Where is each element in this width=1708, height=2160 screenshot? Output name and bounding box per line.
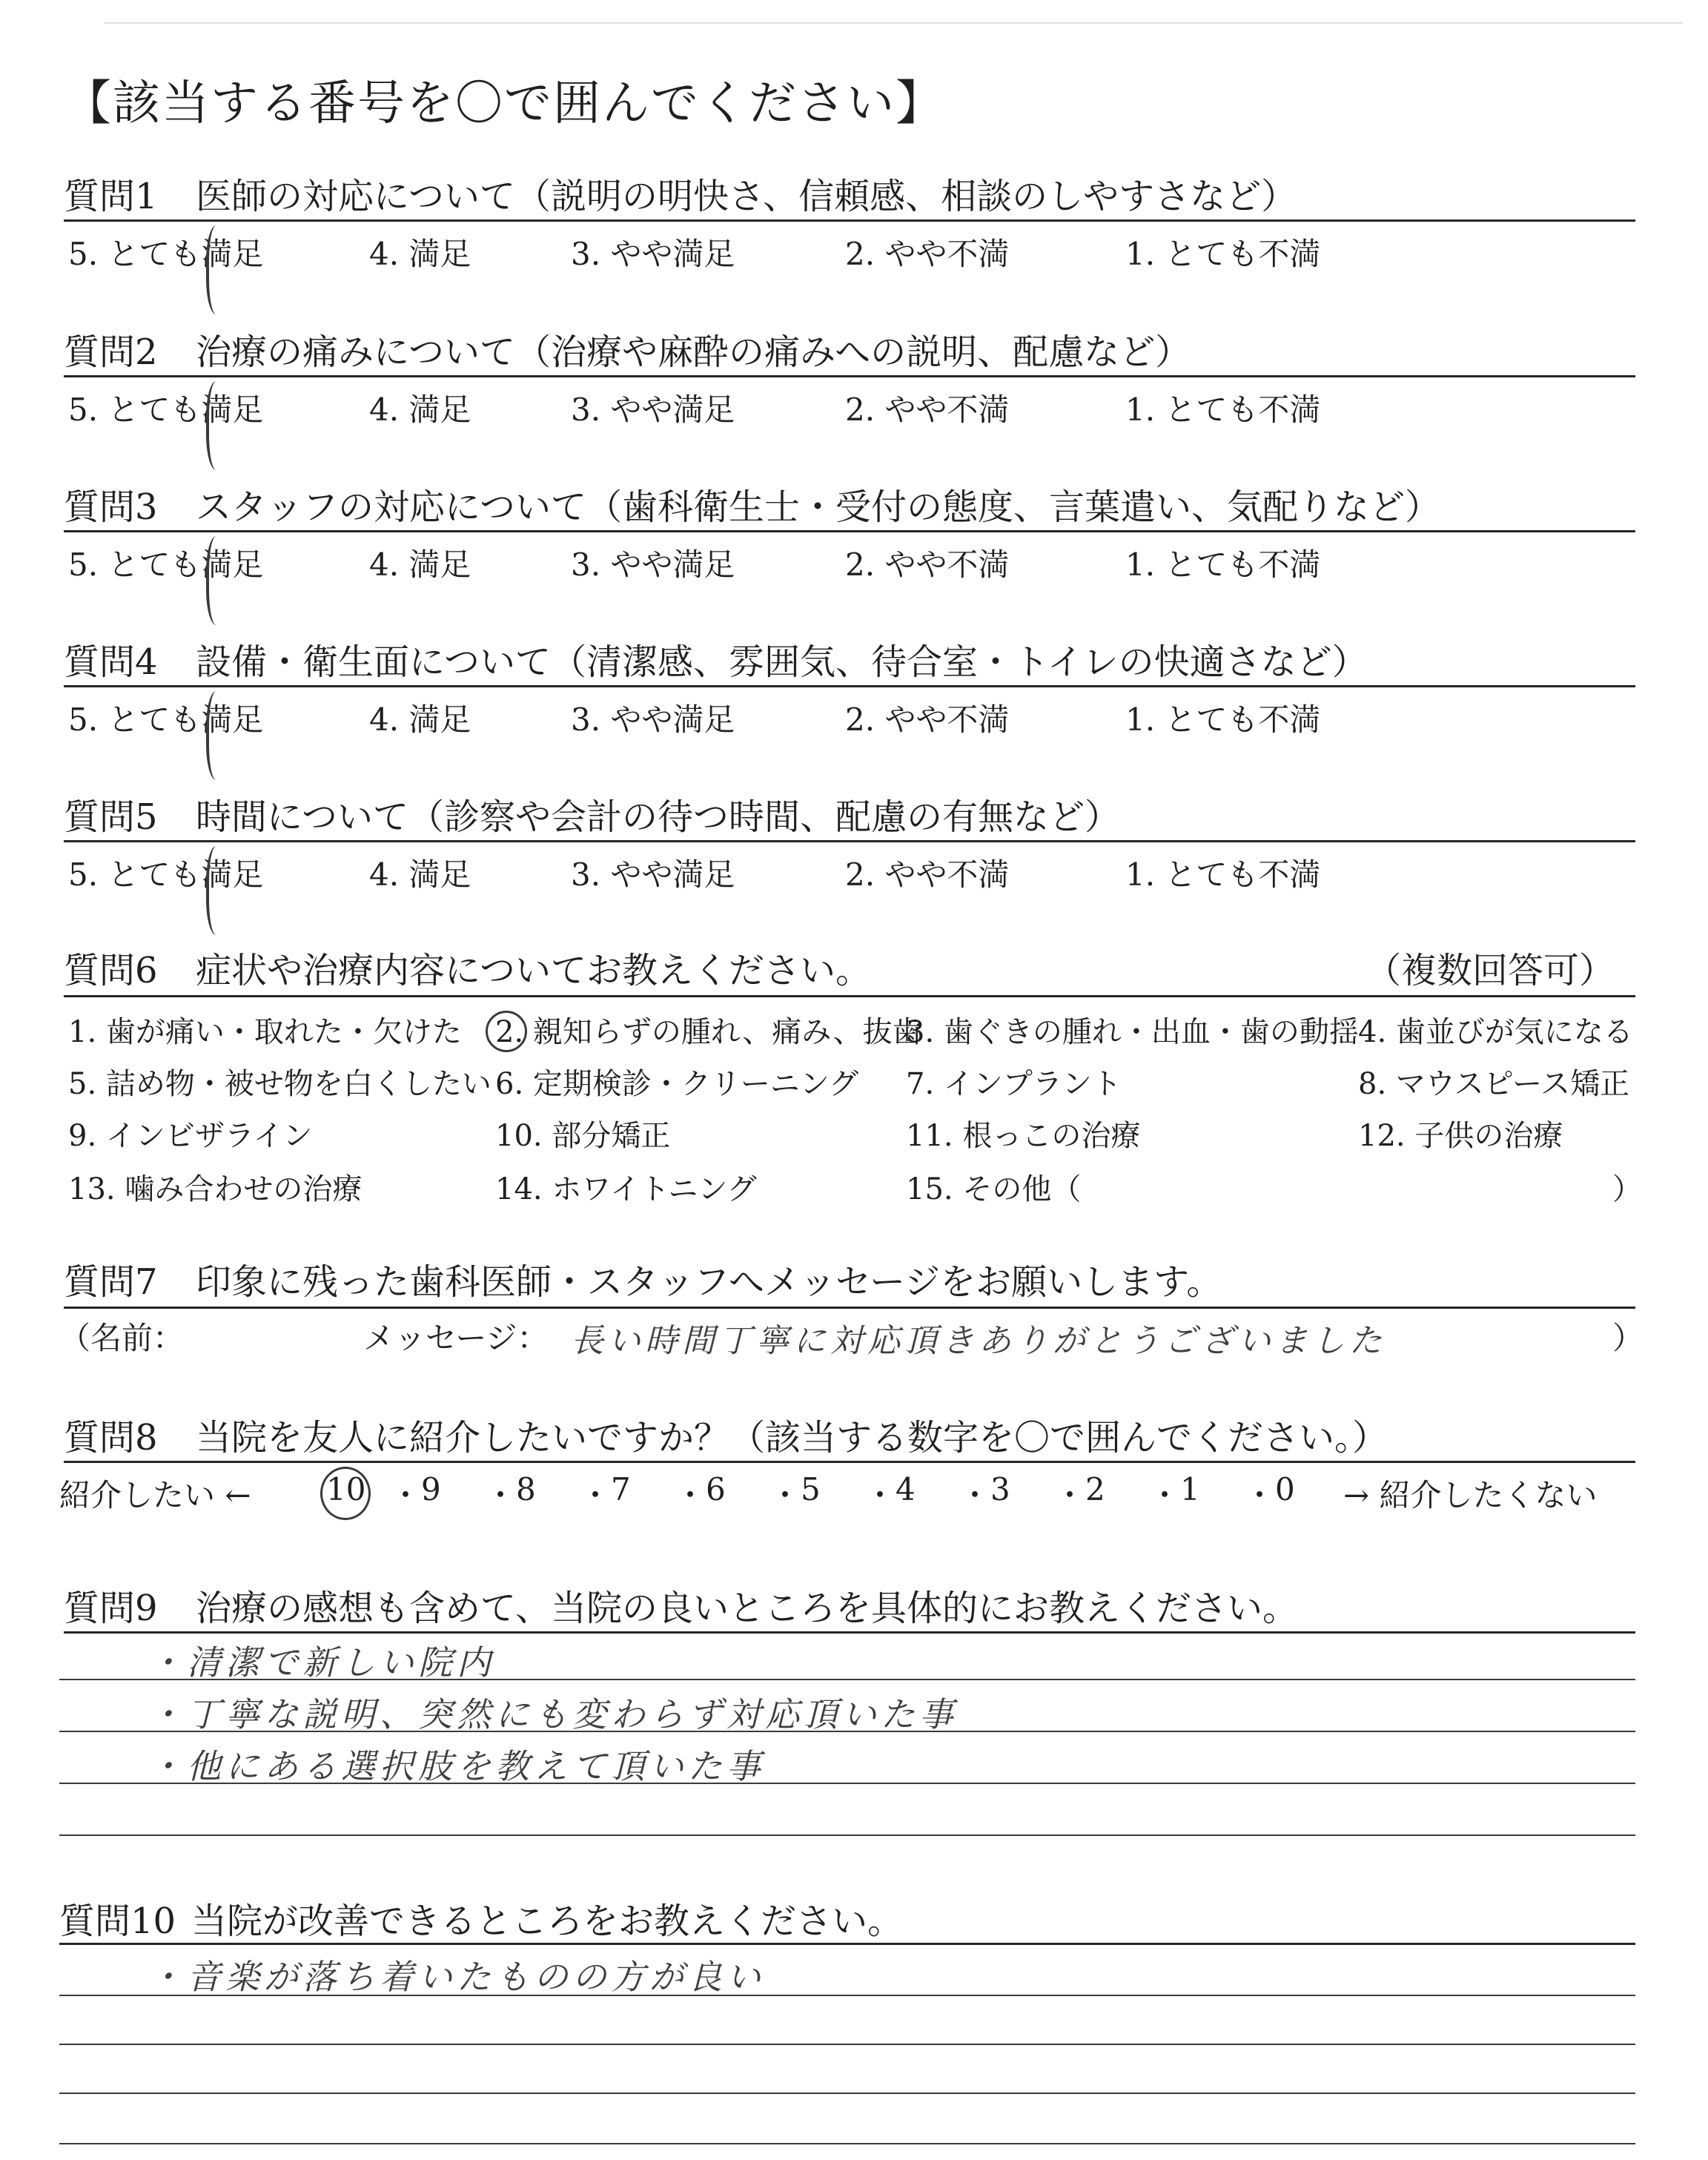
- q6-option[interactable]: 15. その他（: [906, 1172, 1082, 1206]
- q4-number: 質問4: [64, 641, 158, 683]
- q7-number: 質問7: [64, 1261, 158, 1303]
- q8-scale-dot: ・: [1054, 1477, 1086, 1513]
- q8-scale-dot: ・: [769, 1477, 801, 1513]
- q2-rule: [64, 375, 1635, 377]
- q6-option[interactable]: 1. 歯が痛い・取れた・欠けた: [68, 1015, 462, 1049]
- q6-option[interactable]: 8. マウスピース矯正: [1358, 1067, 1630, 1101]
- q7-message-text: 長い時間丁寧に対応頂きありがとうございました: [571, 1322, 1386, 1360]
- q8-number: 質問8: [64, 1417, 158, 1459]
- q8-scale-dot: ・: [675, 1477, 706, 1513]
- q3-option[interactable]: 4. 満足: [369, 546, 471, 583]
- q6-option[interactable]: 9. インビザライン: [68, 1119, 313, 1153]
- q2-pen-mark: [206, 381, 231, 470]
- q6-option[interactable]: 2. 親知らずの腫れ、痛み、抜歯: [495, 1015, 922, 1049]
- q5-heading: [64, 788, 1120, 839]
- q7-heading: [64, 1253, 1222, 1304]
- q8-scale-value[interactable]: 7: [611, 1471, 631, 1507]
- q8-scale-dot: ・: [864, 1477, 896, 1513]
- q2-number: 質問2: [64, 331, 158, 373]
- q4-rule: [64, 685, 1635, 687]
- q8-scale-value[interactable]: 6: [706, 1471, 726, 1507]
- q8-scale-dot: ・: [1244, 1477, 1276, 1513]
- q8-scale-value[interactable]: 1: [1180, 1471, 1200, 1507]
- q5-option[interactable]: 5. とても満足: [68, 856, 264, 893]
- q8-scale-dot: ・: [390, 1477, 422, 1513]
- q9-answer: ・清潔で新しい院内: [148, 1642, 495, 1682]
- q7-message-label: メッセージ：: [363, 1320, 549, 1356]
- q2-text: 治療の痛みについて（治療や麻酔の痛みへの説明、配慮など）: [196, 331, 1191, 373]
- q9-write-line: [59, 1834, 1635, 1836]
- q10-write-line: [59, 2093, 1635, 2094]
- q6-option[interactable]: 13. 噛み合わせの治療: [68, 1172, 363, 1206]
- q1-pen-mark: [206, 225, 231, 314]
- q6-text: 症状や治療内容についてお教えください。: [196, 950, 872, 991]
- q9-answer: ・他にある選択肢を教えて頂いた事: [148, 1746, 765, 1786]
- q6-heading: [64, 942, 871, 993]
- q7-text: 印象に残った歯科医師・スタッフへメッセージをお願いします。: [196, 1261, 1222, 1303]
- q8-scale-value[interactable]: 3: [990, 1471, 1010, 1507]
- q8-scale-dot: ・: [580, 1477, 612, 1513]
- q6-close-paren: ）: [1612, 1172, 1642, 1206]
- q3-pen-mark: [206, 536, 231, 625]
- q1-text: 医師の対応について（説明の明快さ、信頼感、相談のしやすさなど）: [196, 176, 1297, 217]
- q3-option[interactable]: 2. やや不満: [845, 546, 1010, 583]
- q5-option[interactable]: 1. とても不満: [1125, 856, 1321, 893]
- q4-pen-mark: [206, 691, 231, 780]
- q6-option[interactable]: 6. 定期検診・クリーニング: [495, 1067, 859, 1101]
- q10-number: 質問10: [59, 1900, 176, 1942]
- q10-write-line: [59, 2143, 1635, 2144]
- q5-pen-mark: [206, 846, 231, 935]
- q4-option[interactable]: 5. とても満足: [68, 701, 264, 738]
- q8-scale-value[interactable]: 0: [1275, 1471, 1295, 1507]
- q3-option[interactable]: 3. やや満足: [571, 546, 735, 583]
- q6-option[interactable]: 10. 部分矯正: [495, 1119, 671, 1153]
- q4-text: 設備・衛生面について（清潔感、雰囲気、待合室・トイレの快適さなど）: [196, 641, 1368, 683]
- q8-heading: [64, 1409, 1388, 1460]
- q2-option[interactable]: 3. やや満足: [571, 392, 735, 428]
- q1-option[interactable]: 5. とても満足: [68, 236, 264, 272]
- page-title: 【該当する番号を〇で囲んでください】: [64, 76, 944, 131]
- q2-option[interactable]: 4. 満足: [369, 392, 471, 428]
- q5-option[interactable]: 2. やや不満: [845, 856, 1010, 893]
- q5-option[interactable]: 4. 満足: [369, 856, 471, 893]
- q7-close-paren: ）: [1612, 1320, 1644, 1356]
- q1-option[interactable]: 2. やや不満: [845, 236, 1010, 272]
- q9-heading: [64, 1579, 1298, 1631]
- q10-write-line: [59, 2044, 1635, 2045]
- q3-option[interactable]: 1. とても不満: [1125, 546, 1321, 583]
- q6-option[interactable]: 12. 子供の治療: [1358, 1119, 1563, 1153]
- q6-option[interactable]: 7. インプラント: [906, 1067, 1122, 1101]
- q1-heading: [64, 168, 1297, 219]
- q8-circle-mark: [320, 1467, 371, 1520]
- q7-rule: [64, 1307, 1635, 1309]
- q3-option[interactable]: 5. とても満足: [68, 546, 264, 583]
- q1-option[interactable]: 3. やや満足: [571, 236, 735, 272]
- q6-option[interactable]: 4. 歯並びが気になる: [1358, 1015, 1633, 1049]
- q8-scale-value[interactable]: 8: [516, 1471, 536, 1507]
- q2-option[interactable]: 2. やや不満: [845, 392, 1010, 428]
- q7-name-label: （名前：: [59, 1320, 185, 1356]
- q4-heading: [64, 633, 1368, 684]
- q8-scale-dot: ・: [959, 1477, 991, 1513]
- q8-scale-value[interactable]: 2: [1085, 1471, 1105, 1507]
- q5-option[interactable]: 3. やや満足: [571, 856, 735, 893]
- q3-rule: [64, 530, 1635, 532]
- q5-text: 時間について（診察や会計の待つ時間、配慮の有無など）: [196, 796, 1121, 838]
- q8-scale-value[interactable]: 4: [896, 1471, 916, 1507]
- q6-number: 質問6: [64, 950, 158, 991]
- q6-option[interactable]: 14. ホワイトニング: [495, 1172, 757, 1206]
- q8-rule: [64, 1461, 1635, 1463]
- scan-edge: [104, 22, 1683, 24]
- q8-left-label: 紹介したい ←: [59, 1477, 251, 1513]
- q6-option[interactable]: 5. 詰め物・被せ物を白くしたい: [68, 1067, 491, 1101]
- q10-answer: ・音楽が落ち着いたものの方が良い: [148, 1957, 765, 1997]
- q1-rule: [64, 219, 1635, 222]
- q9-text: 治療の感想も含めて、当院の良いところを具体的にお教えください。: [196, 1588, 1299, 1629]
- q2-heading: [64, 323, 1191, 374]
- q6-option[interactable]: 11. 根っこの治療: [906, 1119, 1141, 1153]
- q3-heading: [64, 478, 1440, 529]
- q8-scale-value[interactable]: 10: [326, 1471, 366, 1507]
- q1-option[interactable]: 1. とても不満: [1125, 236, 1321, 272]
- q6-circle-mark: [486, 1011, 527, 1052]
- q4-option[interactable]: 2. やや不満: [845, 701, 1010, 738]
- q10-heading: [59, 1892, 903, 1943]
- q4-option[interactable]: 1. とても不満: [1125, 701, 1321, 738]
- q8-scale-value[interactable]: 9: [421, 1471, 441, 1507]
- q6-note: （複数回答可）: [1366, 950, 1615, 991]
- q9-rule: [64, 1631, 1635, 1634]
- q8-scale-dot: ・: [485, 1477, 517, 1513]
- q8-scale-value[interactable]: 5: [801, 1471, 821, 1507]
- q3-number: 質問3: [64, 486, 158, 528]
- q4-option[interactable]: 3. やや満足: [571, 701, 735, 738]
- q6-rule: [64, 995, 1635, 997]
- q4-option[interactable]: 4. 満足: [369, 701, 471, 738]
- q1-number: 質問1: [64, 176, 158, 217]
- q9-answer: ・丁寧な説明、突然にも変わらず対応頂いた事: [148, 1694, 958, 1734]
- q5-rule: [64, 840, 1635, 842]
- q6-option[interactable]: 3. 歯ぐきの腫れ・出血・歯の動揺: [906, 1015, 1359, 1049]
- q1-option[interactable]: 4. 満足: [369, 236, 471, 272]
- q8-text: 当院を友人に紹介したいですか？（該当する数字を〇で囲んでください。）: [196, 1417, 1388, 1459]
- q2-option[interactable]: 5. とても満足: [68, 392, 264, 428]
- q3-text: スタッフの対応について（歯科衛生士・受付の態度、言葉遣い、気配りなど）: [196, 486, 1441, 528]
- q8-scale-dot: ・: [1149, 1477, 1181, 1513]
- q8-right-label: → 紹介したくない: [1343, 1477, 1598, 1513]
- q10-rule: [59, 1943, 1635, 1945]
- q9-number: 質問9: [64, 1588, 158, 1629]
- q2-option[interactable]: 1. とても不満: [1125, 392, 1321, 428]
- q10-text: 当院が改善できるところをお教えください。: [191, 1900, 904, 1942]
- q5-number: 質問5: [64, 796, 158, 838]
